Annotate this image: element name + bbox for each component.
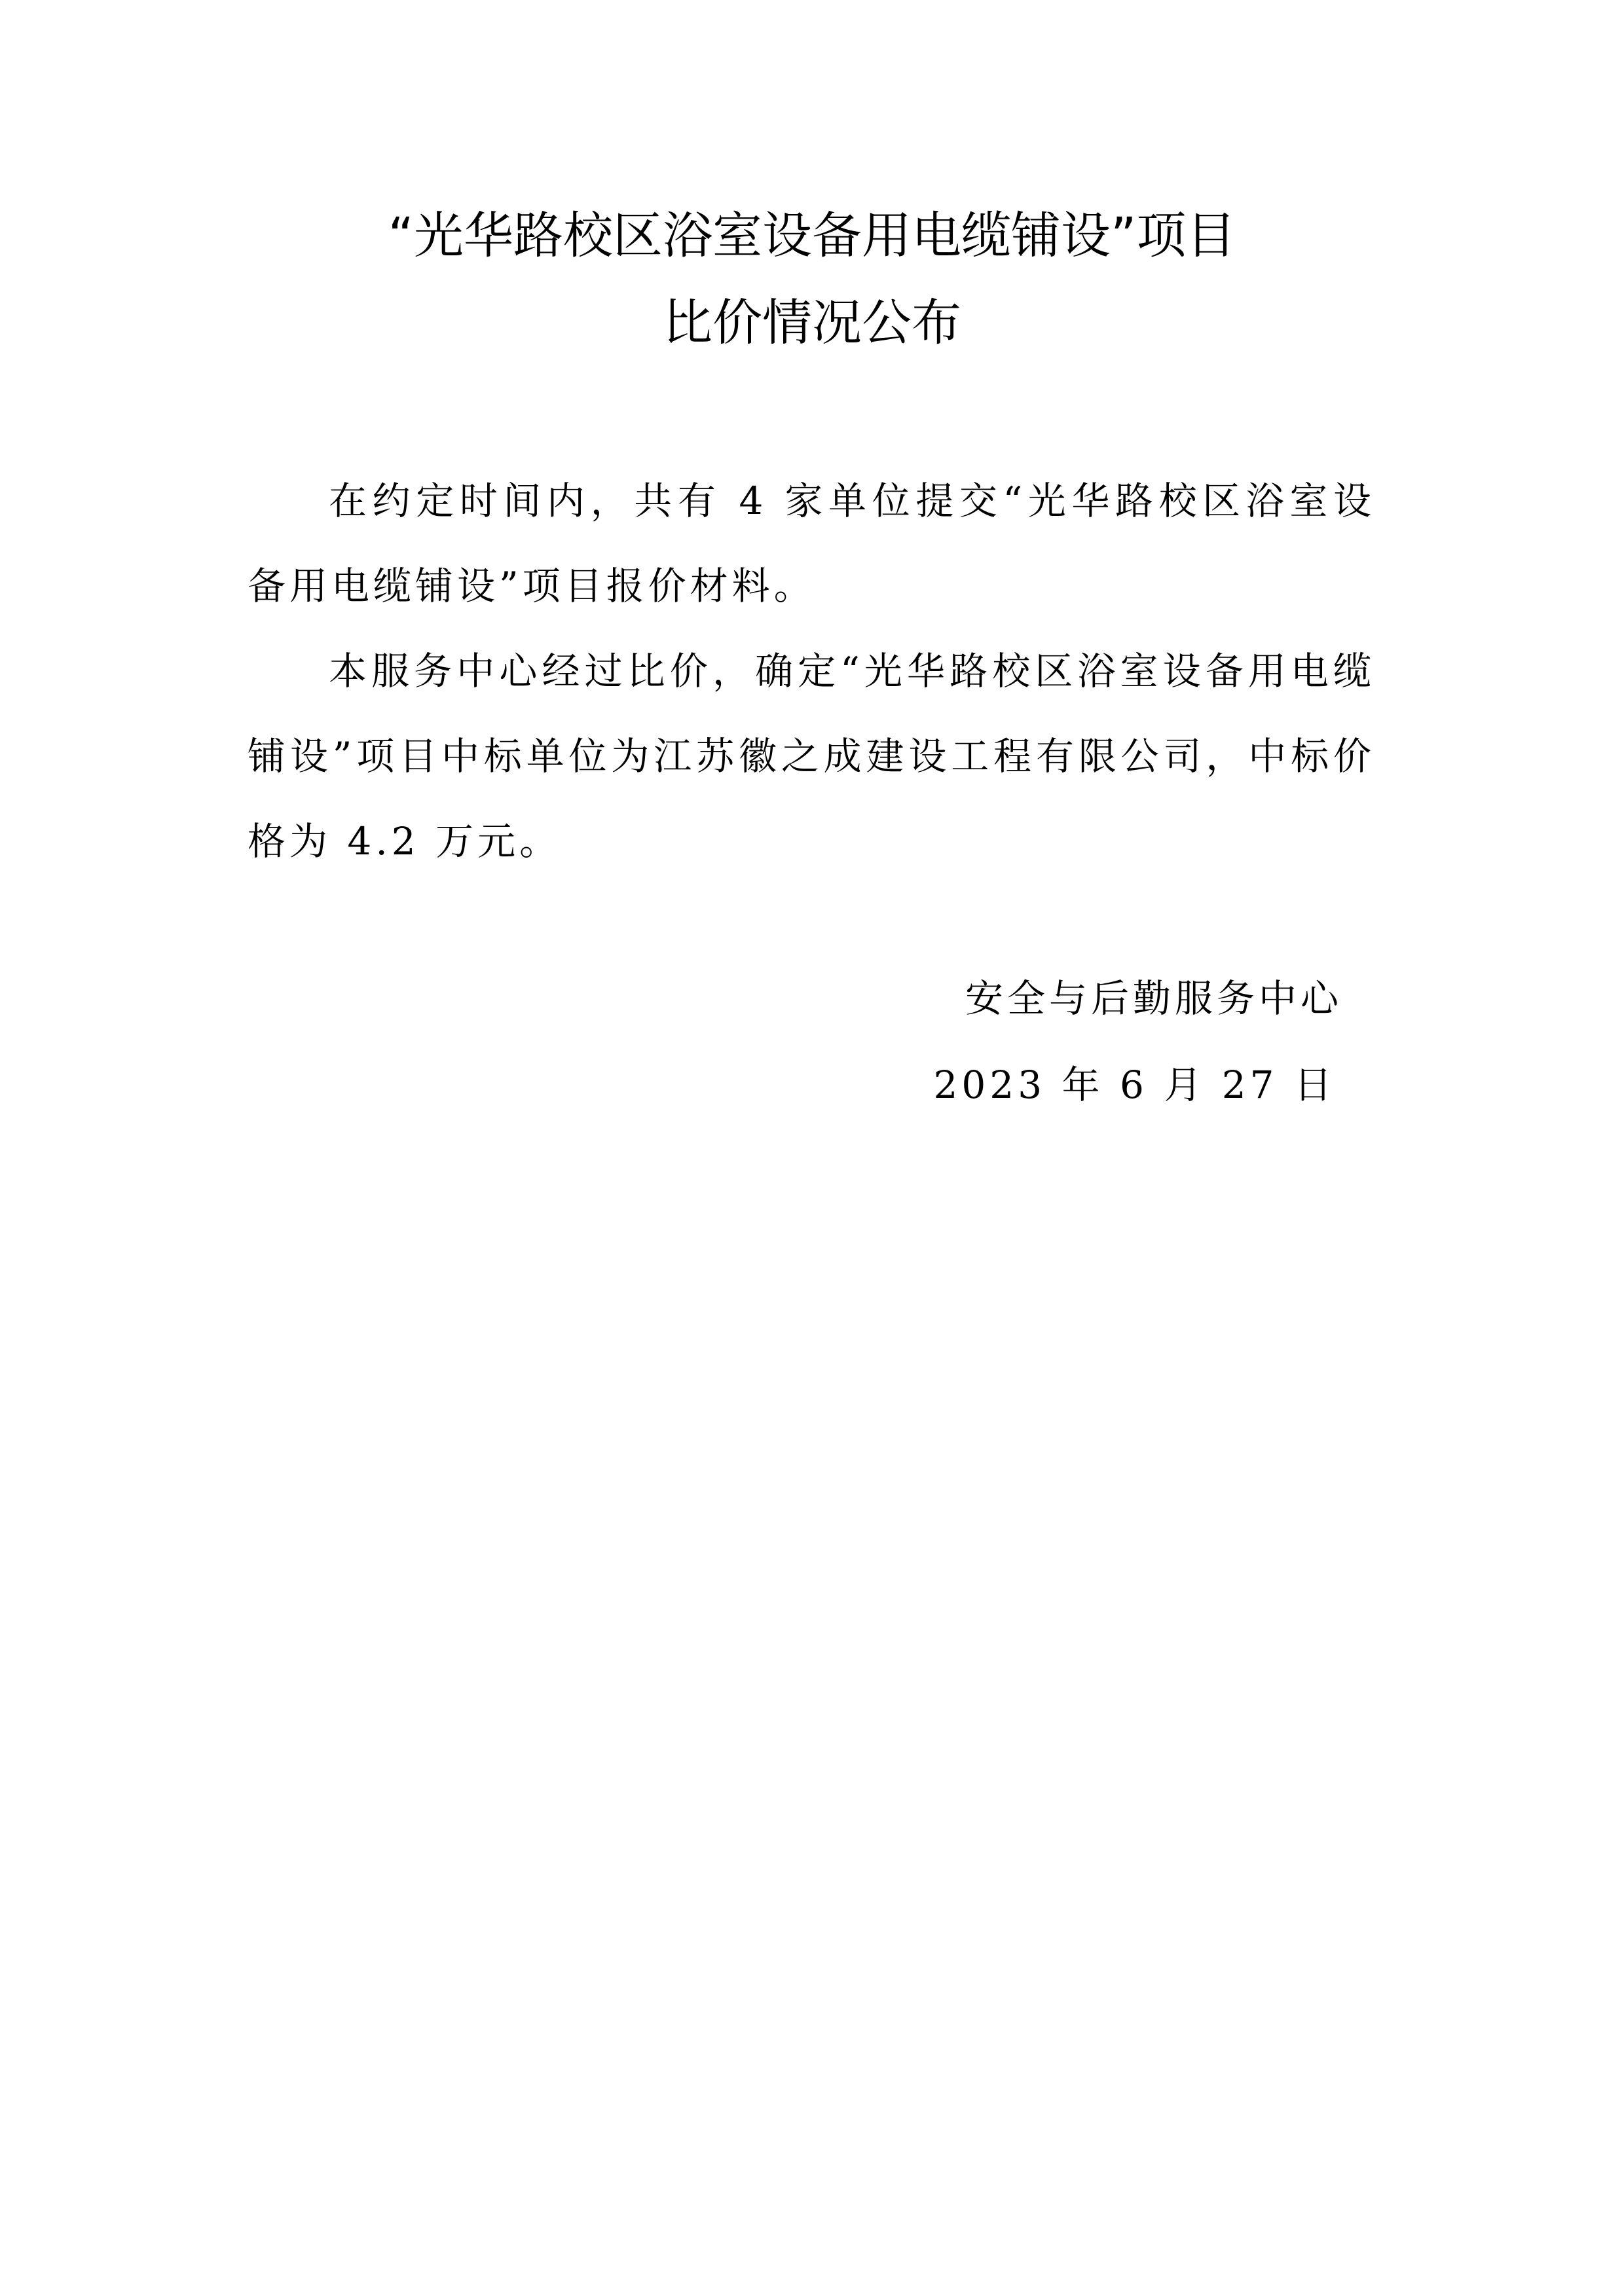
document-subtitle: 比价情况公布 — [663, 293, 961, 352]
paragraph-submission: 在约定时间内，共有 4 家单位提交“光华路校区浴室设备用电缆铺设”项目报价材料。 — [248, 479, 1375, 608]
signature-date: 2023 年 6 月 27 日 — [933, 1063, 1336, 1107]
document-title: “光华路校区浴室设备用电缆铺设”项目 — [388, 206, 1236, 264]
signature-organization: 安全与后勤服务中心 — [965, 976, 1342, 1021]
paragraph-result: 本服务中心经过比价，确定“光华路校区浴室设备用电缆铺设”项目中标单位为江苏徽之成建设工程有限公司，中标价格为 4.2 万元。 — [248, 649, 1375, 864]
